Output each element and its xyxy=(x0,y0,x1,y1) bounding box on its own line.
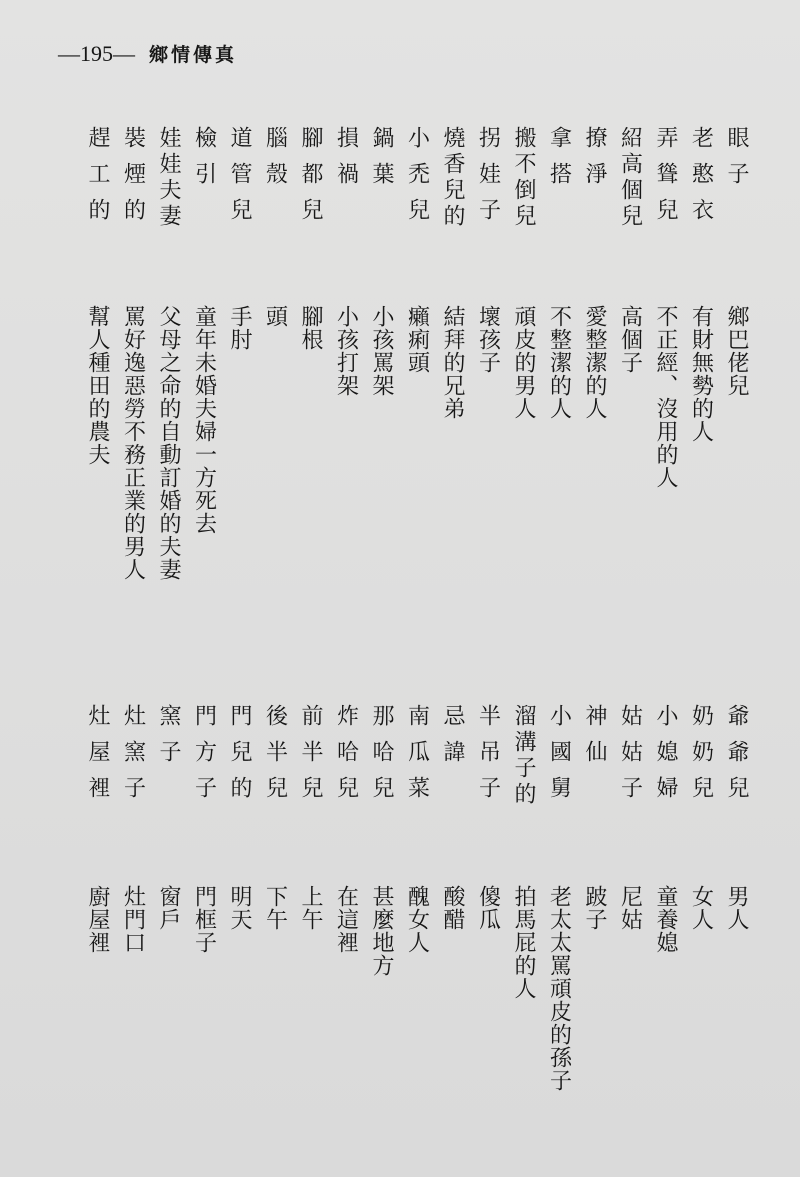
dialect-term: 門方子 xyxy=(191,704,217,812)
dialect-term: 搬不倒兒 xyxy=(511,126,536,230)
term-meaning: 腳根 xyxy=(298,305,323,351)
dialect-term: 拐娃子 xyxy=(475,126,501,234)
dialect-term: 損禍 xyxy=(333,126,359,198)
term-meaning: 男人 xyxy=(724,885,749,931)
term-meaning: 女人 xyxy=(688,885,714,931)
dialect-term: 裝煙的 xyxy=(120,126,146,234)
dialect-term: 灶屋裡 xyxy=(85,704,110,812)
dialect-term: 老憨衣 xyxy=(688,126,714,234)
term-meaning: 小孩打架 xyxy=(333,305,359,397)
dialect-term: 爺爺兒 xyxy=(724,704,749,812)
term-meaning: 頑皮的男人 xyxy=(511,305,536,420)
dialect-term: 小媳婦 xyxy=(653,704,678,812)
dialect-term: 門兒的 xyxy=(227,704,252,812)
dialect-term: 小禿兒 xyxy=(404,126,430,234)
dialect-term: 道管兒 xyxy=(227,126,252,234)
term-meaning: 上午 xyxy=(298,885,323,931)
term-meaning: 小孩罵架 xyxy=(369,305,394,397)
term-meaning: 跛子 xyxy=(582,885,607,931)
meanings-row-2 xyxy=(80,885,755,1092)
term-meaning: 結拜的兄弟 xyxy=(440,305,465,420)
term-meaning: 傻瓜 xyxy=(475,885,501,931)
dialect-term: 檢引 xyxy=(191,126,217,198)
dialect-term: 腳都兒 xyxy=(298,126,323,234)
dialect-term: 奶奶兒 xyxy=(688,704,714,812)
running-title: 鄉情傳真 xyxy=(149,44,238,66)
term-meaning: 酸醋 xyxy=(440,885,465,931)
dialect-term: 後半兒 xyxy=(262,704,288,812)
dialect-term: 撩淨 xyxy=(582,126,607,198)
dialect-term: 忌諱 xyxy=(440,704,465,776)
term-meaning: 下午 xyxy=(262,885,288,931)
dialect-term: 南瓜菜 xyxy=(404,704,430,812)
dialect-term: 腦殼 xyxy=(262,126,288,198)
term-meaning: 罵好逸惡勞不務正業的男人 xyxy=(120,305,146,581)
term-meaning: 壞孩子 xyxy=(475,305,501,374)
term-meaning: 明天 xyxy=(227,885,252,931)
dialect-term: 溜溝子的 xyxy=(511,704,536,808)
term-meaning: 在這裡 xyxy=(333,885,359,954)
dialect-term: 姑姑子 xyxy=(617,704,643,812)
dialect-term: 拿搭 xyxy=(546,126,572,198)
term-meaning: 癩痢頭 xyxy=(404,305,430,374)
dialect-term: 炸哈兒 xyxy=(333,704,359,812)
dialect-term: 趕工的 xyxy=(85,126,110,234)
dialect-term: 灶窯子 xyxy=(120,704,146,812)
term-meaning: 有財無勢的人 xyxy=(688,305,714,443)
dialect-term: 小國舅 xyxy=(546,704,572,812)
page-number: —195— xyxy=(58,41,135,66)
dialect-term: 神仙 xyxy=(582,704,607,776)
dialect-terms-row-2 xyxy=(80,704,755,812)
term-meaning: 廚屋裡 xyxy=(85,885,110,954)
term-meaning: 手肘 xyxy=(227,305,252,351)
term-meaning: 尼姑 xyxy=(617,885,643,931)
term-meaning: 父母之命的自動訂婚的夫妻 xyxy=(156,305,181,581)
dialect-term: 弄聳兒 xyxy=(653,126,678,234)
term-meaning: 不整潔的人 xyxy=(546,305,572,420)
term-meaning: 拍馬屁的人 xyxy=(511,885,536,1000)
term-meaning: 醜女人 xyxy=(404,885,430,954)
term-meaning: 鄉巴佬兒 xyxy=(724,305,749,397)
meanings-row-1 xyxy=(80,305,755,581)
term-meaning: 頭 xyxy=(262,305,288,328)
dialect-term: 鍋葉 xyxy=(369,126,394,198)
term-meaning: 童年未婚夫婦一方死去 xyxy=(191,305,217,535)
term-meaning: 幫人種田的農夫 xyxy=(85,305,110,466)
dialect-terms-row-1 xyxy=(80,126,755,234)
dialect-term: 半吊子 xyxy=(475,704,501,812)
dialect-term: 娃娃夫妻 xyxy=(156,126,181,230)
dialect-term: 紹高個兒 xyxy=(617,126,643,230)
dialect-term: 那哈兒 xyxy=(369,704,394,812)
term-meaning: 甚麼地方 xyxy=(369,885,394,977)
dialect-term: 前半兒 xyxy=(298,704,323,812)
term-meaning: 高個子 xyxy=(617,305,643,374)
page-header xyxy=(58,40,237,67)
term-meaning: 門框子 xyxy=(191,885,217,954)
term-meaning: 愛整潔的人 xyxy=(582,305,607,420)
term-meaning: 灶門口 xyxy=(120,885,146,954)
term-meaning: 童養媳 xyxy=(653,885,678,954)
dialect-term: 窯子 xyxy=(156,704,181,776)
term-meaning: 不正經、沒用的人 xyxy=(653,305,678,489)
term-meaning: 老太太罵頑皮的孫子 xyxy=(546,885,572,1092)
dialect-term: 眼子 xyxy=(724,126,749,198)
term-meaning: 窗戶 xyxy=(156,885,181,931)
dialect-term: 燒香兒的 xyxy=(440,126,465,230)
